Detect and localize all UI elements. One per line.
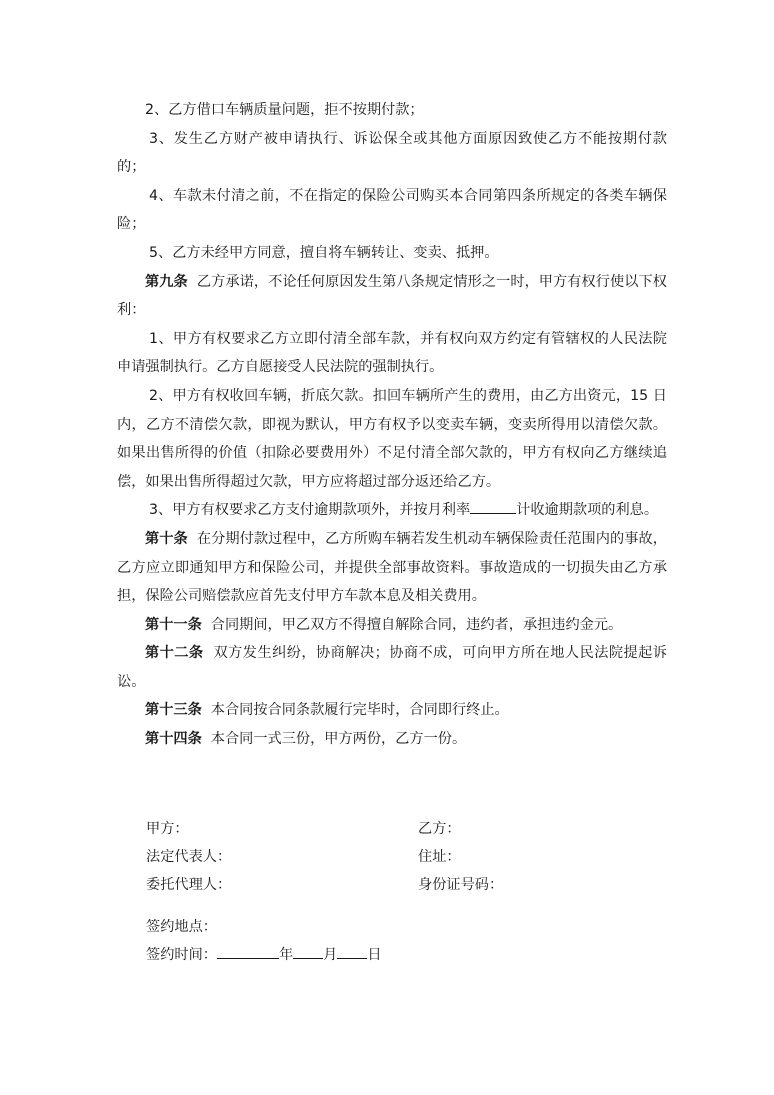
signature-row-place: [146, 913, 646, 941]
article-13-heading: 第十三条: [145, 702, 202, 719]
interest-rate-blank: [470, 497, 516, 514]
article-11-heading: 第十一条: [145, 616, 202, 633]
article-12-heading: 第十二条: [145, 645, 204, 662]
clause-8-item-3: 3、发生乙方财产被申请执行、诉讼保全或其他方面原因致使乙方不能按期付款的；: [117, 130, 667, 176]
month-label: 月: [323, 947, 338, 963]
article-13-text: 本合同按合同条款履行完毕时，合同即行终止。: [210, 702, 509, 719]
day-label: 日: [367, 947, 382, 963]
article-12-text: 双方发生纠纷，协商解决；协商不成，可向甲方所在地人民法院提起诉讼。: [117, 645, 667, 690]
place-label: 签约地点：: [146, 919, 217, 935]
article-12: [117, 639, 667, 696]
signature-row-time: [146, 941, 646, 969]
party-b-label: 乙方：: [418, 821, 461, 837]
article-10: [117, 525, 667, 611]
time-label: 签约时间：: [146, 947, 217, 963]
article-14-heading: 第十四条: [145, 731, 202, 748]
agent-label: 委托代理人：: [146, 877, 232, 893]
year-label: 年: [278, 947, 294, 963]
signature-block: [146, 815, 646, 969]
address-label: 住址：: [418, 849, 461, 865]
article-14-text: 本合同一式三份，甲方两份，乙方一份。: [210, 731, 467, 748]
clause-8-item-2: 2、乙方借口车辆质量问题，拒不按期付款；: [145, 102, 424, 118]
clause-8-item-5: 5、乙方未经甲方同意，擅自将车辆转让、变卖、抵押。: [149, 244, 499, 261]
article-11-text: 合同期间，甲乙双方不得擅自解除合同，违约者，承担违约金元。: [210, 616, 623, 633]
id-number-label: 身份证号码：: [418, 877, 504, 893]
article-9-item-2: 2、甲方有权收回车辆，折底欠款。扣回车辆所产生的费用，由乙方出资元，15 日内，乙方不清偿欠款，即视为默认，甲方有权予以变卖车辆，变卖所得用以清偿欠款。如果出售所得的价值（扣除必要费用外）不足付清全部欠款的，甲方有权向乙方继续追偿，如果出售所得超过欠款，甲方应将超过部分返还给乙方。: [117, 387, 667, 490]
signature-row-agent: [146, 871, 646, 899]
article-9-heading: 第九条: [145, 273, 188, 290]
article-9-item-3: [117, 496, 667, 525]
article-14: [117, 725, 667, 754]
article-10-heading: 第十条: [145, 530, 188, 547]
day-blank: [337, 942, 367, 959]
legal-rep-label: 法定代表人：: [146, 849, 232, 865]
article-9-item-1: 1、甲方有权要求乙方立即付清全部车款，并有权向双方约定有管辖权的人民法院申请强制执行。乙方自愿接受人民法院的强制执行。: [117, 330, 667, 376]
clause-8-item-4: 4、车款未付清之前，不在指定的保险公司购买本合同第四条所规定的各类车辆保险；: [117, 187, 667, 233]
month-blank: [293, 942, 323, 959]
article-9-text: 乙方承诺，不论任何原因发生第八条规定情形之一时，甲方有权行使以下权利：: [117, 273, 667, 319]
article-9-item-3-tail: 计收逾期款项的利息。: [516, 502, 659, 519]
article-9: [117, 268, 667, 325]
article-13: [117, 696, 667, 725]
article-11: [117, 611, 667, 640]
party-a-label: 甲方：: [146, 821, 189, 837]
year-blank: [217, 942, 279, 959]
signature-row-parties: [146, 815, 646, 843]
article-10-text: 在分期付款过程中，乙方所购车辆若发生机动车辆保险责任范围内的事故，乙方应立即通知甲方和保险公司，并提供全部事故资料。事故造成的一切损失由乙方承担，保险公司赔偿款应首先支付甲方车款本息及相关费用。: [117, 530, 667, 605]
article-9-item-3-text: 3、甲方有权要求乙方支付逾期款项外，并按月利率: [149, 502, 471, 519]
contract-body: [117, 96, 667, 754]
signature-row-rep: [146, 843, 646, 871]
